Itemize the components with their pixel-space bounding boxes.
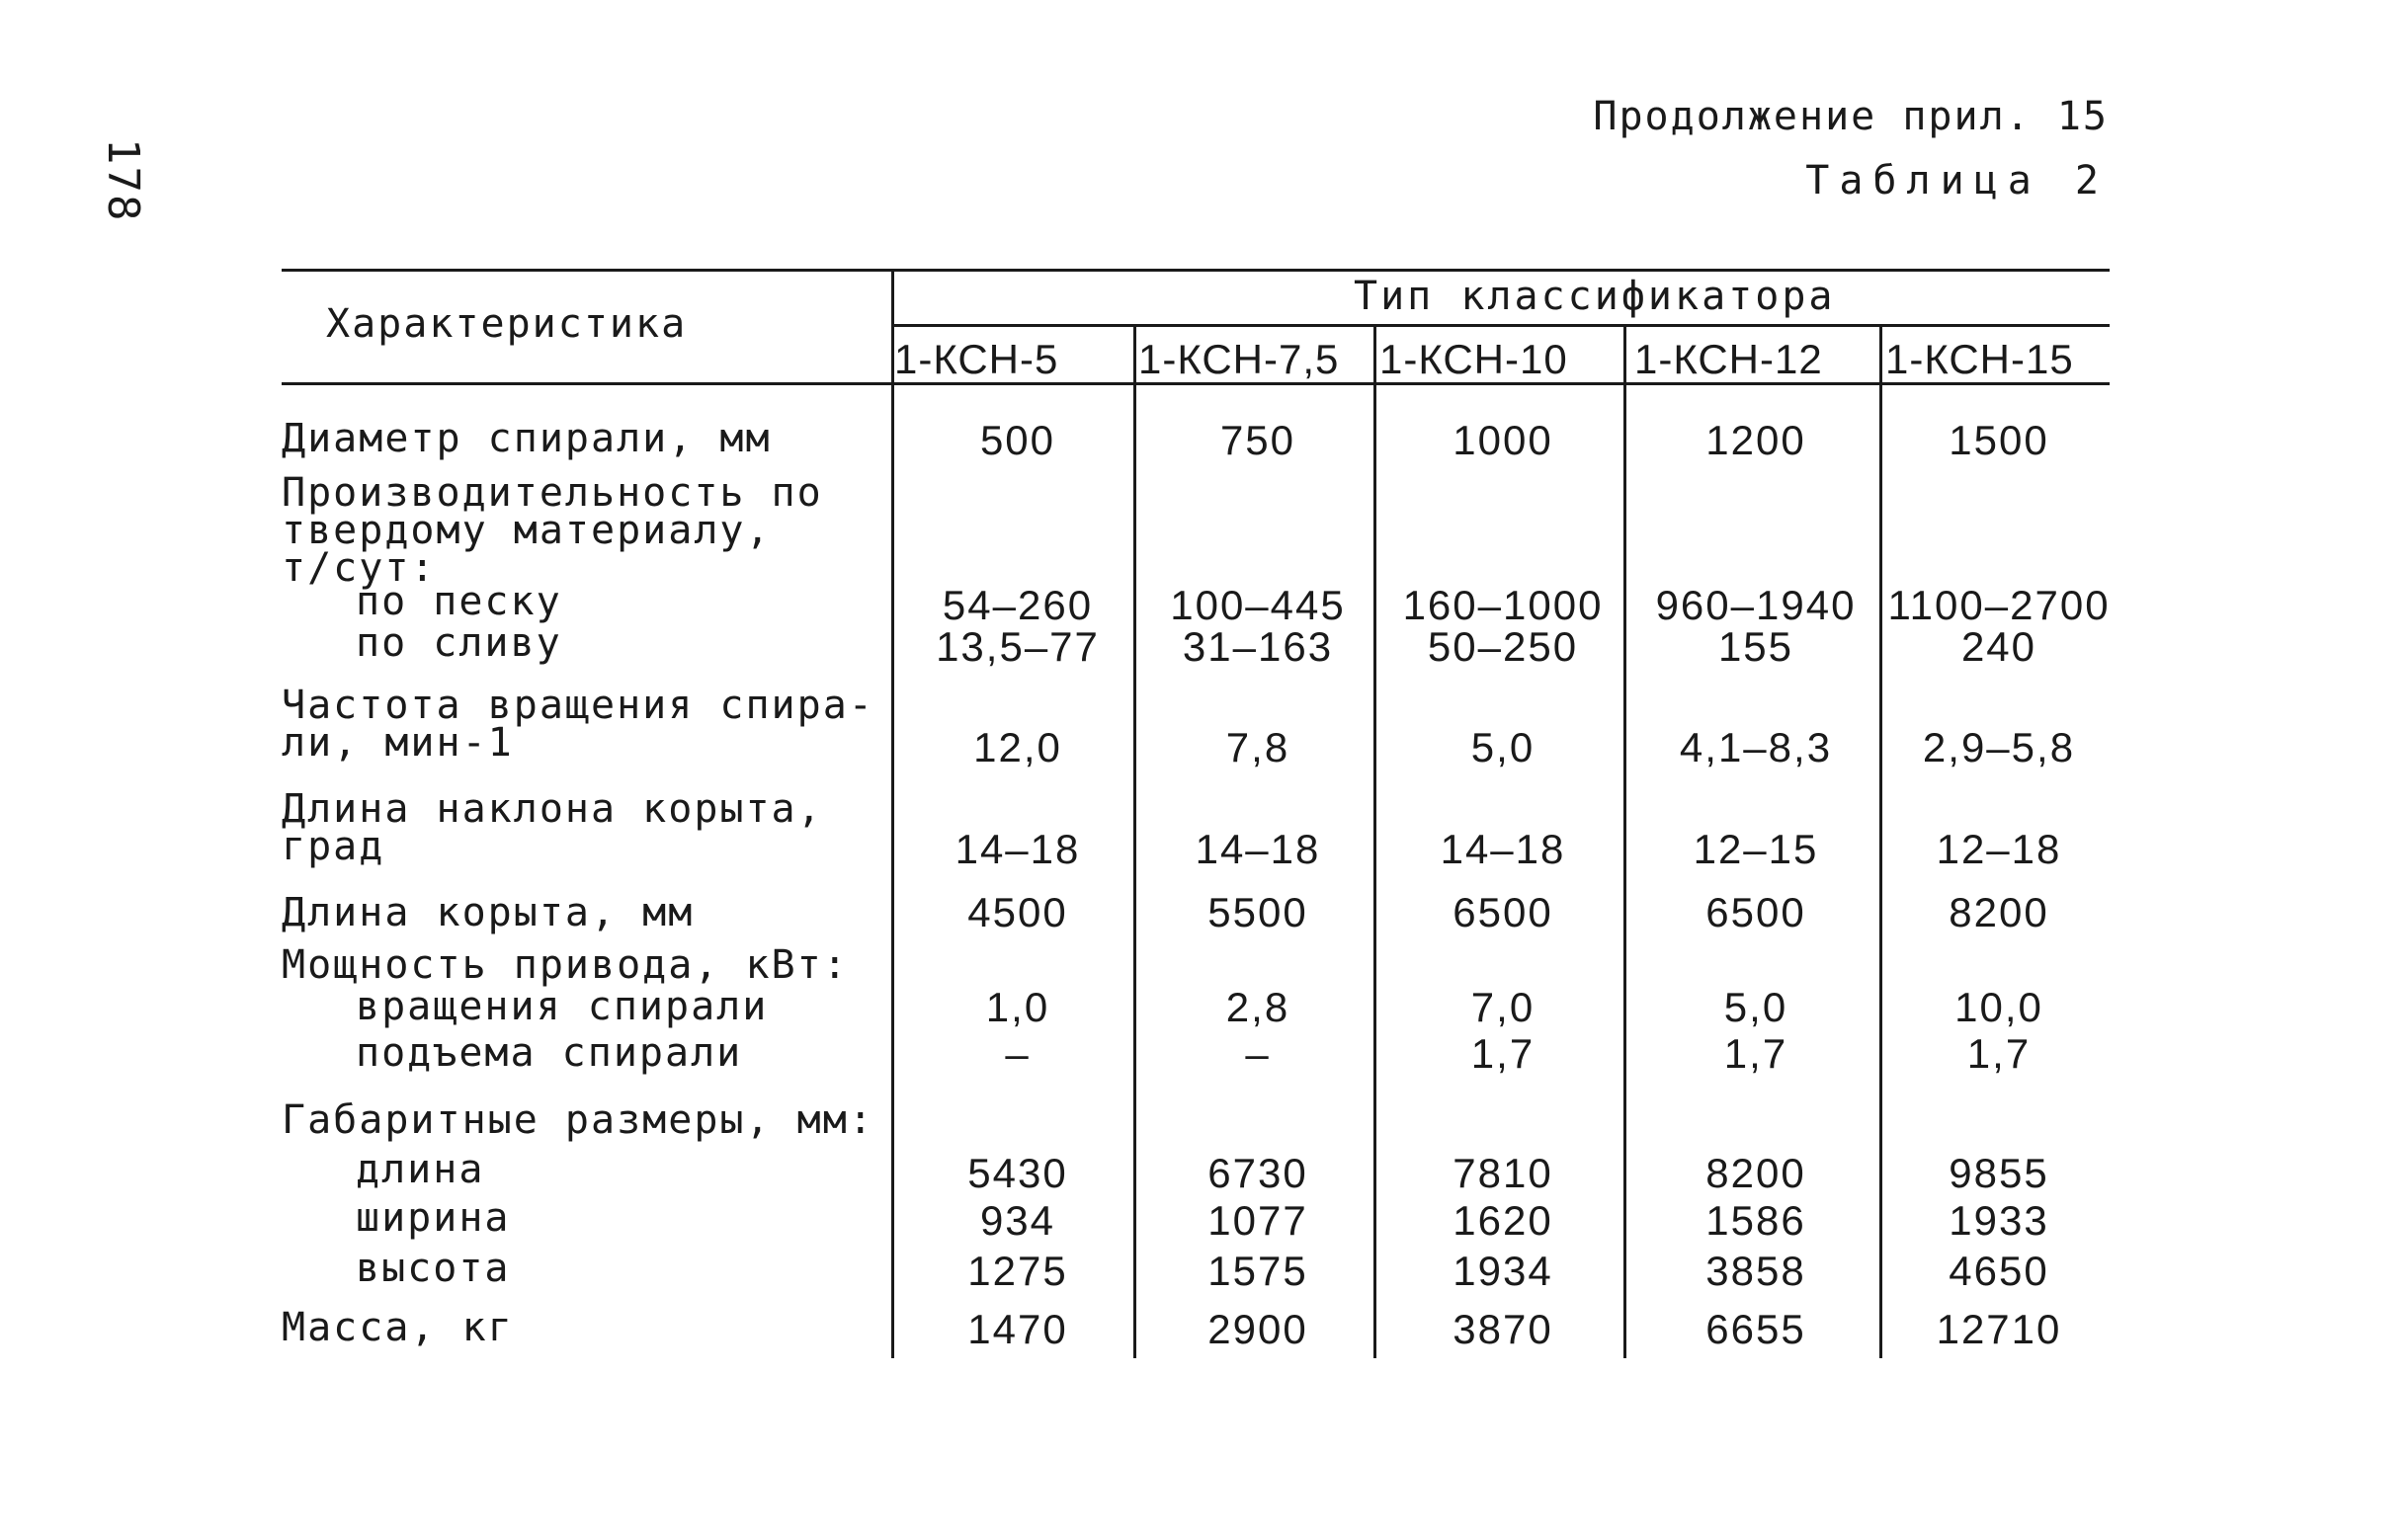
value-cell: 4,1–8,3 [1679, 724, 1833, 770]
row-label-slope: Длина наклона корыта, град [282, 786, 823, 869]
column-header: 1-КСН-12 [1634, 336, 1823, 382]
value-cell: 4500 [967, 889, 1068, 935]
value-cell: 12,0 [973, 724, 1062, 770]
value-cell: 1275 [967, 1248, 1068, 1294]
row-label-dimensions: Габаритные размеры, мм: [282, 1097, 874, 1143]
value-cell: 1,0 [985, 984, 1050, 1030]
value-cell: 2900 [1207, 1306, 1308, 1352]
value-cell: 31–163 [1182, 623, 1334, 670]
value-cell: 5,0 [1723, 984, 1788, 1030]
row-label-dim-width: ширина [356, 1195, 511, 1241]
row-label-mass: Масса, кг [282, 1305, 514, 1350]
value-cell: 1500 [1949, 417, 2049, 463]
value-cell: 1934 [1453, 1248, 1553, 1294]
value-cell: 5430 [967, 1150, 1068, 1196]
value-cell: 240 [1960, 623, 2037, 670]
value-cell: 7,0 [1470, 984, 1536, 1030]
value-cell: 155 [1717, 623, 1794, 670]
page-number: 178 [98, 138, 148, 223]
value-cell: 6500 [1453, 889, 1553, 935]
row-label-dim-length: длина [356, 1147, 485, 1192]
value-cell: 500 [979, 417, 1056, 463]
row-label-power: Мощность привода, кВт: [282, 942, 849, 988]
value-cell: 1,7 [1966, 1030, 2032, 1077]
value-cell: 5,0 [1470, 724, 1536, 770]
value-cell: 1,7 [1723, 1030, 1788, 1077]
value-cell: 1077 [1207, 1197, 1308, 1244]
value-cell: 13,5–77 [936, 623, 1100, 670]
value-cell: 5500 [1207, 889, 1308, 935]
group-header-rule [894, 324, 2110, 327]
value-cell: 14–18 [1195, 826, 1321, 872]
value-cell: 4650 [1949, 1248, 2049, 1294]
value-cell: 7810 [1453, 1150, 1553, 1196]
value-cell: 54–260 [942, 582, 1094, 628]
row-label-rotation: Частота вращения спира- ли, мин-1 [282, 683, 874, 766]
row-label-dim-height: высота [356, 1246, 511, 1291]
value-cell: 9855 [1949, 1150, 2049, 1196]
value-cell: 50–250 [1427, 623, 1579, 670]
value-cell: – [1005, 1030, 1031, 1077]
value-cell: 3858 [1705, 1248, 1806, 1294]
row-label-sand: по песку [356, 579, 562, 624]
value-cell: 100–445 [1170, 582, 1346, 628]
row-label-drain: по сливу [356, 620, 562, 666]
value-cell: 1933 [1949, 1197, 2049, 1244]
table-title: Таблица 2 [1805, 158, 2109, 203]
value-cell: 1100–2700 [1887, 582, 2111, 628]
value-cell: 10,0 [1954, 984, 2043, 1030]
value-cell: 8200 [1705, 1150, 1806, 1196]
value-cell: 1586 [1705, 1197, 1806, 1244]
row-label-power-rotation: вращения спирали [356, 984, 769, 1029]
row-label-power-lift: подъема спирали [356, 1030, 743, 1076]
column-divider [891, 269, 894, 1358]
row-label-trough-length: Длина корыта, мм [282, 890, 695, 935]
column-header: 1-КСН-7,5 [1138, 336, 1340, 382]
characteristic-header: Характеристика [326, 301, 688, 347]
row-label-productivity: Производительность по твердому материалу, т/сут: [282, 470, 823, 591]
column-header: 1-КСН-15 [1885, 336, 2074, 382]
value-cell: 1000 [1453, 417, 1553, 463]
value-cell: 14–18 [955, 826, 1081, 872]
value-cell: 3870 [1453, 1306, 1553, 1352]
continuation-note: Продолжение прил. 15 [1593, 94, 2109, 139]
value-cell: 1575 [1207, 1248, 1308, 1294]
value-cell: 2,8 [1225, 984, 1290, 1030]
classifier-type-header: Тип классификатора [1354, 274, 1836, 319]
row-label-diameter: Диаметр спирали, мм [282, 416, 772, 461]
value-cell: 960–1940 [1655, 582, 1857, 628]
column-header: 1-КСН-5 [894, 336, 1059, 382]
value-cell: 14–18 [1440, 826, 1566, 872]
value-cell: 1,7 [1470, 1030, 1536, 1077]
value-cell: 2,9–5,8 [1922, 724, 2076, 770]
value-cell: 8200 [1949, 889, 2049, 935]
value-cell: 750 [1219, 417, 1296, 463]
value-cell: – [1245, 1030, 1271, 1077]
value-cell: 6655 [1705, 1306, 1806, 1352]
value-cell: 7,8 [1225, 724, 1290, 770]
value-cell: 6730 [1207, 1150, 1308, 1196]
table-top-rule [282, 269, 2110, 272]
value-cell: 12–15 [1693, 826, 1819, 872]
value-cell: 1200 [1705, 417, 1806, 463]
value-cell: 1470 [967, 1306, 1068, 1352]
value-cell: 934 [979, 1197, 1056, 1244]
value-cell: 12710 [1936, 1306, 2062, 1352]
value-cell: 6500 [1705, 889, 1806, 935]
value-cell: 1620 [1453, 1197, 1553, 1244]
value-cell: 160–1000 [1402, 582, 1604, 628]
value-cell: 12–18 [1936, 826, 2062, 872]
column-header: 1-КСН-10 [1379, 336, 1568, 382]
